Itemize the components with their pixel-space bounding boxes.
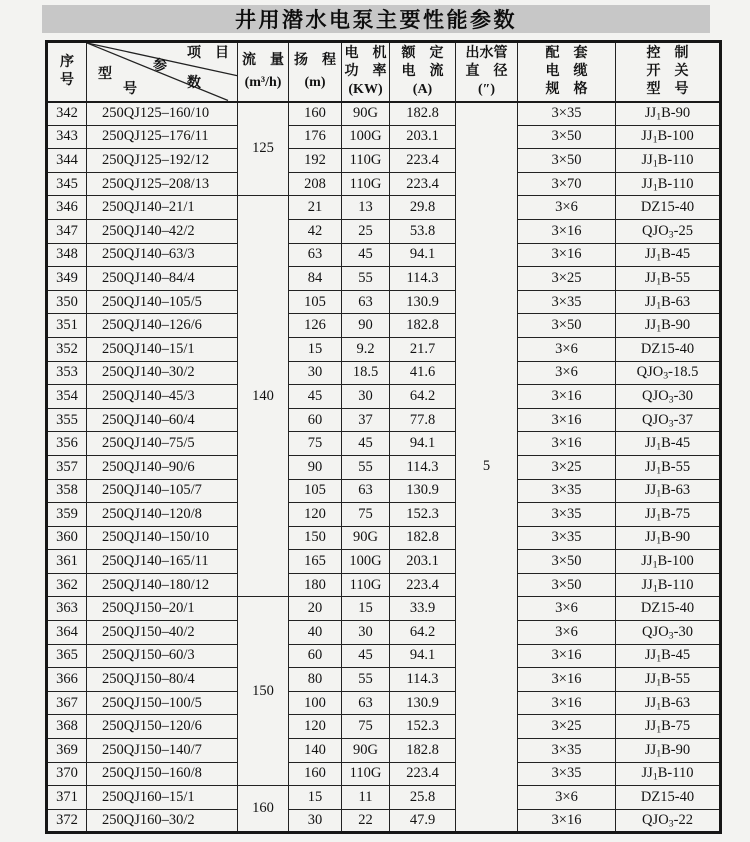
head-cell: 120	[289, 503, 342, 527]
header-model-diagonal	[87, 42, 238, 102]
switch-cell: $JJ_1B-75$	[616, 715, 721, 739]
model-cell: 250QJ140–21/1	[87, 196, 238, 220]
serial-cell: 356	[47, 432, 87, 456]
power-cell: 110G	[342, 762, 390, 786]
switch-cell: $JJ_1B-110$	[616, 149, 721, 173]
header-flow	[238, 42, 289, 102]
serial-cell: 354	[47, 385, 87, 409]
model-cell: 250QJ150–20/1	[87, 597, 238, 621]
power-cell: 55	[342, 668, 390, 692]
cable-cell: 3×6	[518, 337, 616, 361]
cable-cell: 3×35	[518, 290, 616, 314]
head-cell: 105	[289, 479, 342, 503]
cable-cell: 3×35	[518, 739, 616, 763]
head-cell: 208	[289, 172, 342, 196]
power-cell: 11	[342, 786, 390, 810]
power-cell: 63	[342, 691, 390, 715]
power-cell: 13	[342, 196, 390, 220]
cable-cell: 3×16	[518, 243, 616, 267]
current-cell: 64.2	[390, 385, 456, 409]
serial-cell: 350	[47, 290, 87, 314]
switch-cell: $JJ_1B-100$	[616, 125, 721, 149]
serial-cell: 365	[47, 644, 87, 668]
current-cell: 114.3	[390, 267, 456, 291]
current-cell: 41.6	[390, 361, 456, 385]
table-row	[47, 597, 721, 621]
header-outlet-line2: 直 径	[465, 63, 508, 79]
head-cell: 45	[289, 385, 342, 409]
power-cell: 45	[342, 644, 390, 668]
current-cell: 47.9	[390, 809, 456, 833]
cable-cell: 3×16	[518, 385, 616, 409]
serial-cell: 351	[47, 314, 87, 338]
current-cell: 152.3	[390, 715, 456, 739]
header-serial-line1: 序	[60, 54, 74, 70]
table-row	[47, 125, 721, 149]
current-cell: 130.9	[390, 691, 456, 715]
serial-cell: 342	[47, 102, 87, 126]
switch-cell: $QJO_3-37$	[616, 408, 721, 432]
switch-cell: $JJ_1B-90$	[616, 102, 721, 126]
current-cell: 29.8	[390, 196, 456, 220]
power-cell: 30	[342, 621, 390, 645]
header-current-line1: 额 定	[401, 45, 444, 61]
head-cell: 192	[289, 149, 342, 173]
model-cell: 250QJ140–180/12	[87, 573, 238, 597]
current-cell: 223.4	[390, 149, 456, 173]
head-cell: 180	[289, 573, 342, 597]
head-cell: 80	[289, 668, 342, 692]
current-cell: 94.1	[390, 243, 456, 267]
table-row	[47, 503, 721, 527]
header-head	[289, 42, 342, 102]
header-switch-line2: 开 关	[646, 63, 689, 79]
switch-cell: $JJ_1B-55$	[616, 267, 721, 291]
table-row	[47, 408, 721, 432]
table-header	[47, 42, 721, 102]
switch-cell: $JJ_1B-55$	[616, 668, 721, 692]
switch-cell: $JJ_1B-45$	[616, 243, 721, 267]
header-item-label: 项 目	[187, 46, 229, 61]
head-cell: 100	[289, 691, 342, 715]
table-row	[47, 432, 721, 456]
table-row	[47, 102, 721, 126]
power-cell: 45	[342, 243, 390, 267]
table-row	[47, 172, 721, 196]
power-cell: 9.2	[342, 337, 390, 361]
cable-cell: 3×50	[518, 149, 616, 173]
head-cell: 126	[289, 314, 342, 338]
switch-cell: $QJO_3-22$	[616, 809, 721, 833]
power-cell: 110G	[342, 573, 390, 597]
flow-merged-cell: 150	[238, 597, 289, 786]
head-cell: 21	[289, 196, 342, 220]
current-cell: 203.1	[390, 550, 456, 574]
current-cell: 53.8	[390, 219, 456, 243]
power-cell: 75	[342, 715, 390, 739]
model-cell: 250QJ140–105/5	[87, 290, 238, 314]
outlet-merged-cell: 5	[456, 102, 518, 833]
switch-cell: $JJ_1B-110$	[616, 762, 721, 786]
cable-cell: 3×25	[518, 267, 616, 291]
header-power	[342, 42, 390, 102]
serial-cell: 360	[47, 526, 87, 550]
switch-cell: $JJ_1B-63$	[616, 691, 721, 715]
header-param-char1: 参	[153, 59, 167, 74]
model-cell: 250QJ140–42/2	[87, 219, 238, 243]
table-row	[47, 385, 721, 409]
cable-cell: 3×50	[518, 125, 616, 149]
switch-cell: $JJ_1B-90$	[616, 314, 721, 338]
serial-cell: 346	[47, 196, 87, 220]
switch-cell: DZ15-40	[616, 786, 721, 810]
power-cell: 100G	[342, 125, 390, 149]
switch-cell: $JJ_1B-63$	[616, 479, 721, 503]
head-cell: 140	[289, 739, 342, 763]
serial-cell: 371	[47, 786, 87, 810]
cable-cell: 3×25	[518, 715, 616, 739]
header-cable	[518, 42, 616, 102]
model-cell: 250QJ140–126/6	[87, 314, 238, 338]
head-cell: 15	[289, 786, 342, 810]
head-cell: 120	[289, 715, 342, 739]
model-cell: 250QJ140–120/8	[87, 503, 238, 527]
serial-cell: 358	[47, 479, 87, 503]
cable-cell: 3×70	[518, 172, 616, 196]
table-row	[47, 550, 721, 574]
current-cell: 203.1	[390, 125, 456, 149]
current-cell: 130.9	[390, 290, 456, 314]
serial-cell: 347	[47, 219, 87, 243]
current-cell: 223.4	[390, 573, 456, 597]
head-cell: 160	[289, 762, 342, 786]
header-current-unit: (A)	[412, 81, 433, 97]
model-cell: 250QJ140–63/3	[87, 243, 238, 267]
current-cell: 94.1	[390, 644, 456, 668]
header-head-line1: 扬 程	[294, 52, 336, 68]
cable-cell: 3×25	[518, 455, 616, 479]
head-cell: 42	[289, 219, 342, 243]
power-cell: 63	[342, 479, 390, 503]
head-cell: 15	[289, 337, 342, 361]
model-cell: 250QJ150–120/6	[87, 715, 238, 739]
table-row	[47, 809, 721, 833]
cable-cell: 3×35	[518, 526, 616, 550]
power-cell: 15	[342, 597, 390, 621]
table-row	[47, 149, 721, 173]
header-cable-line3: 规 格	[545, 81, 588, 97]
power-cell: 55	[342, 267, 390, 291]
table-row	[47, 243, 721, 267]
current-cell: 182.8	[390, 739, 456, 763]
current-cell: 33.9	[390, 597, 456, 621]
switch-cell: $QJO_3-25$	[616, 219, 721, 243]
header-switch-line3: 型 号	[646, 81, 689, 97]
pump-spec-table	[45, 40, 722, 834]
table-row	[47, 668, 721, 692]
switch-cell: DZ15-40	[616, 337, 721, 361]
model-cell: 250QJ140–75/5	[87, 432, 238, 456]
header-flow-unit: (m³/h)	[244, 74, 282, 90]
serial-cell: 355	[47, 408, 87, 432]
power-cell: 90G	[342, 102, 390, 126]
current-cell: 25.8	[390, 786, 456, 810]
header-head-unit: (m)	[304, 74, 326, 90]
table-row	[47, 715, 721, 739]
header-current	[390, 42, 456, 102]
model-cell: 250QJ140–150/10	[87, 526, 238, 550]
header-model-char1: 型	[98, 67, 112, 82]
head-cell: 30	[289, 809, 342, 833]
header-outlet-unit: (″)	[477, 81, 496, 97]
model-cell: 250QJ160–30/2	[87, 809, 238, 833]
table-row	[47, 644, 721, 668]
power-cell: 90	[342, 314, 390, 338]
head-cell: 176	[289, 125, 342, 149]
cable-cell: 3×16	[518, 668, 616, 692]
cable-cell: 3×6	[518, 196, 616, 220]
page-title: 井用潜水电泵主要性能参数	[42, 5, 710, 33]
cable-cell: 3×6	[518, 786, 616, 810]
cable-cell: 3×50	[518, 550, 616, 574]
serial-cell: 368	[47, 715, 87, 739]
head-cell: 160	[289, 102, 342, 126]
model-cell: 250QJ140–30/2	[87, 361, 238, 385]
switch-cell: $JJ_1B-110$	[616, 573, 721, 597]
header-model-char2: 号	[123, 82, 137, 97]
power-cell: 25	[342, 219, 390, 243]
serial-cell: 343	[47, 125, 87, 149]
table-row	[47, 691, 721, 715]
cable-cell: 3×16	[518, 691, 616, 715]
switch-cell: $JJ_1B-110$	[616, 172, 721, 196]
power-cell: 90G	[342, 526, 390, 550]
model-cell: 250QJ140–90/6	[87, 455, 238, 479]
cable-cell: 3×16	[518, 644, 616, 668]
serial-cell: 349	[47, 267, 87, 291]
serial-cell: 366	[47, 668, 87, 692]
flow-merged-cell: 125	[238, 102, 289, 196]
cable-cell: 3×35	[518, 102, 616, 126]
serial-cell: 361	[47, 550, 87, 574]
switch-cell: $QJO_3-18.5$	[616, 361, 721, 385]
table-row	[47, 196, 721, 220]
flow-merged-cell: 140	[238, 196, 289, 597]
table-row	[47, 219, 721, 243]
head-cell: 75	[289, 432, 342, 456]
current-cell: 64.2	[390, 621, 456, 645]
serial-cell: 352	[47, 337, 87, 361]
cable-cell: 3×35	[518, 479, 616, 503]
header-power-line2: 功 率	[344, 63, 387, 79]
model-cell: 250QJ140–45/3	[87, 385, 238, 409]
switch-cell: $QJO_3-30$	[616, 621, 721, 645]
switch-cell: $JJ_1B-45$	[616, 644, 721, 668]
flow-merged-cell: 160	[238, 786, 289, 833]
head-cell: 63	[289, 243, 342, 267]
cable-cell: 3×16	[518, 219, 616, 243]
serial-cell: 370	[47, 762, 87, 786]
current-cell: 114.3	[390, 668, 456, 692]
header-outlet-line1: 出水管	[465, 45, 508, 61]
switch-cell: $JJ_1B-45$	[616, 432, 721, 456]
current-cell: 223.4	[390, 172, 456, 196]
power-cell: 22	[342, 809, 390, 833]
serial-cell: 367	[47, 691, 87, 715]
serial-cell: 362	[47, 573, 87, 597]
switch-cell: DZ15-40	[616, 196, 721, 220]
current-cell: 182.8	[390, 102, 456, 126]
cable-cell: 3×6	[518, 621, 616, 645]
serial-cell: 357	[47, 455, 87, 479]
table-body	[47, 102, 721, 833]
switch-cell: DZ15-40	[616, 597, 721, 621]
head-cell: 20	[289, 597, 342, 621]
power-cell: 45	[342, 432, 390, 456]
table-row	[47, 314, 721, 338]
table-row	[47, 762, 721, 786]
head-cell: 84	[289, 267, 342, 291]
switch-cell: $JJ_1B-55$	[616, 455, 721, 479]
table-row	[47, 739, 721, 763]
header-current-line2: 电 流	[401, 63, 444, 79]
current-cell: 130.9	[390, 479, 456, 503]
power-cell: 110G	[342, 172, 390, 196]
model-cell: 250QJ150–140/7	[87, 739, 238, 763]
header-row	[47, 42, 721, 102]
table-row	[47, 290, 721, 314]
header-switch-line1: 控 制	[646, 45, 689, 61]
serial-cell: 363	[47, 597, 87, 621]
power-cell: 110G	[342, 149, 390, 173]
header-flow-line1: 流 量	[242, 52, 284, 68]
header-param-char2: 数	[187, 76, 201, 91]
serial-cell: 353	[47, 361, 87, 385]
cable-cell: 3×16	[518, 809, 616, 833]
head-cell: 105	[289, 290, 342, 314]
model-cell: 250QJ150–100/5	[87, 691, 238, 715]
table-row	[47, 479, 721, 503]
current-cell: 182.8	[390, 526, 456, 550]
head-cell: 150	[289, 526, 342, 550]
power-cell: 18.5	[342, 361, 390, 385]
head-cell: 30	[289, 361, 342, 385]
header-outlet	[456, 42, 518, 102]
serial-cell: 364	[47, 621, 87, 645]
table-row	[47, 337, 721, 361]
model-cell: 250QJ140–60/4	[87, 408, 238, 432]
table-row	[47, 455, 721, 479]
table-row	[47, 573, 721, 597]
power-cell: 63	[342, 290, 390, 314]
cable-cell: 3×6	[518, 597, 616, 621]
head-cell: 90	[289, 455, 342, 479]
cable-cell: 3×35	[518, 762, 616, 786]
model-cell: 250QJ140–84/4	[87, 267, 238, 291]
cable-cell: 3×16	[518, 432, 616, 456]
header-power-line1: 电 机	[344, 45, 387, 61]
power-cell: 37	[342, 408, 390, 432]
current-cell: 114.3	[390, 455, 456, 479]
model-cell: 250QJ125–208/13	[87, 172, 238, 196]
head-cell: 165	[289, 550, 342, 574]
switch-cell: $JJ_1B-100$	[616, 550, 721, 574]
head-cell: 40	[289, 621, 342, 645]
current-cell: 94.1	[390, 432, 456, 456]
model-cell: 250QJ150–60/3	[87, 644, 238, 668]
serial-cell: 372	[47, 809, 87, 833]
current-cell: 152.3	[390, 503, 456, 527]
serial-cell: 359	[47, 503, 87, 527]
header-power-unit: (KW)	[348, 81, 383, 97]
model-cell: 250QJ150–160/8	[87, 762, 238, 786]
table-row	[47, 786, 721, 810]
current-cell: 77.8	[390, 408, 456, 432]
header-cable-line1: 配 套	[545, 45, 588, 61]
model-cell: 250QJ160–15/1	[87, 786, 238, 810]
current-cell: 223.4	[390, 762, 456, 786]
header-serial	[47, 42, 87, 102]
model-cell: 250QJ140–15/1	[87, 337, 238, 361]
model-cell: 250QJ140–105/7	[87, 479, 238, 503]
header-cable-line2: 电 缆	[545, 63, 588, 79]
cable-cell: 3×16	[518, 408, 616, 432]
switch-cell: $JJ_1B-90$	[616, 526, 721, 550]
serial-cell: 369	[47, 739, 87, 763]
power-cell: 75	[342, 503, 390, 527]
model-cell: 250QJ140–165/11	[87, 550, 238, 574]
power-cell: 55	[342, 455, 390, 479]
model-cell: 250QJ125–192/12	[87, 149, 238, 173]
switch-cell: $JJ_1B-63$	[616, 290, 721, 314]
header-serial-line2: 号	[60, 72, 74, 88]
head-cell: 60	[289, 408, 342, 432]
power-cell: 30	[342, 385, 390, 409]
switch-cell: $JJ_1B-75$	[616, 503, 721, 527]
serial-cell: 348	[47, 243, 87, 267]
head-cell: 60	[289, 644, 342, 668]
table-row	[47, 621, 721, 645]
switch-cell: $QJO_3-30$	[616, 385, 721, 409]
table-row	[47, 361, 721, 385]
model-cell: 250QJ125–160/10	[87, 102, 238, 126]
serial-cell: 344	[47, 149, 87, 173]
current-cell: 21.7	[390, 337, 456, 361]
cable-cell: 3×35	[518, 503, 616, 527]
model-cell: 250QJ150–40/2	[87, 621, 238, 645]
switch-cell: $JJ_1B-90$	[616, 739, 721, 763]
cable-cell: 3×50	[518, 573, 616, 597]
cable-cell: 3×6	[518, 361, 616, 385]
power-cell: 100G	[342, 550, 390, 574]
table-row	[47, 267, 721, 291]
model-cell: 250QJ150–80/4	[87, 668, 238, 692]
power-cell: 90G	[342, 739, 390, 763]
serial-cell: 345	[47, 172, 87, 196]
current-cell: 182.8	[390, 314, 456, 338]
cable-cell: 3×50	[518, 314, 616, 338]
model-cell: 250QJ125–176/11	[87, 125, 238, 149]
header-switch	[616, 42, 721, 102]
table-row	[47, 526, 721, 550]
